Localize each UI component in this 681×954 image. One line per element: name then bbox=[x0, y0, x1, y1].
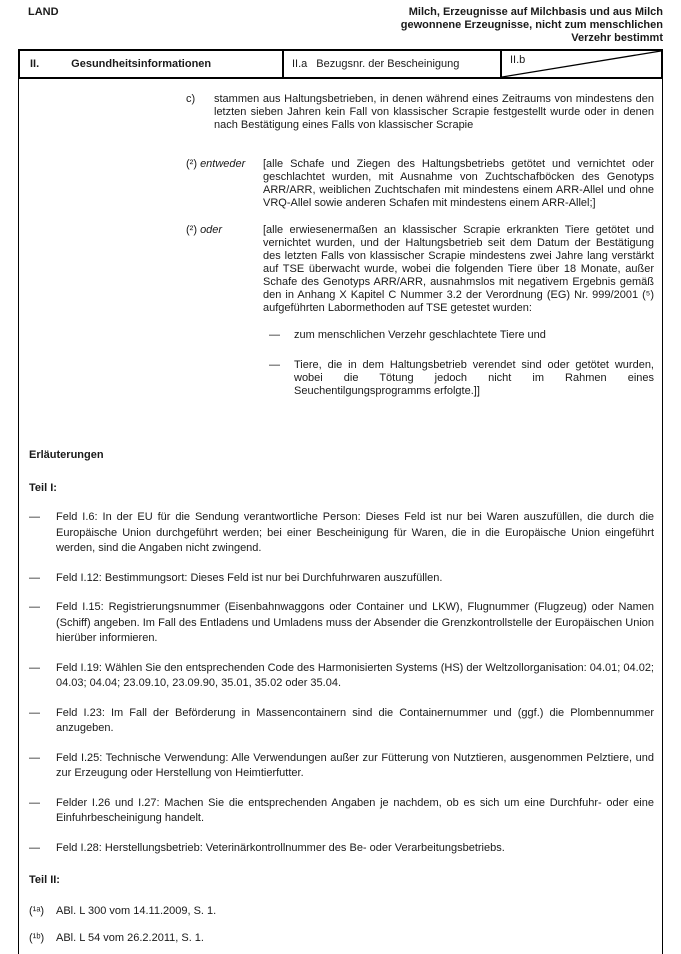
footnote-text: ABl. L 300 vom 14.11.2009, S. 1. bbox=[56, 904, 217, 917]
dash-bullet: — bbox=[29, 841, 40, 854]
health-item-c bbox=[19, 93, 654, 132]
explanation-item bbox=[19, 510, 654, 557]
diagonal-strike-line bbox=[502, 51, 661, 77]
field-iib-cell bbox=[500, 51, 661, 77]
explanation-item bbox=[19, 600, 654, 647]
dash-bullet: — bbox=[29, 661, 40, 674]
clause-subitem bbox=[19, 329, 654, 342]
dash-bullet: — bbox=[29, 751, 40, 764]
dash-bullet: — bbox=[29, 796, 40, 809]
part-ii-code: II. bbox=[30, 57, 40, 70]
explanation-item-text: Feld I.23: Im Fall der Beförderung in Massencontainern sind die Containernummer und (ggf.) die Plombennummer anzugeben. bbox=[56, 706, 654, 734]
footnote-text: ABl. L 54 vom 26.2.2011, S. 1. bbox=[56, 932, 204, 944]
dash-bullet: — bbox=[269, 359, 280, 371]
explanation-item bbox=[19, 796, 654, 827]
field-iia-code: II.a bbox=[292, 57, 308, 70]
clause-oder-label bbox=[186, 224, 263, 315]
explanation-item-text: Feld I.25: Technische Verwendung: Alle Verwendungen außer zur Fütterung von Nutztieren, ausgenommen Pelztiere, und zur Erzeugung oder Herstellung von Heimtierfutter. bbox=[56, 751, 654, 779]
footnote-marker: (¹ᵇ) bbox=[29, 932, 45, 944]
part-i-heading: Teil I: bbox=[29, 481, 57, 494]
document-title-line: Milch, Erzeugnisse auf Milchbasis und aus Milch bbox=[408, 6, 663, 18]
footnote bbox=[19, 931, 654, 947]
clause-entweder-label bbox=[186, 158, 263, 210]
dash-bullet: — bbox=[29, 511, 40, 523]
page-header bbox=[0, 0, 681, 45]
clause-entweder-text: [alle Schafe und Ziegen des Haltungsbetriebs getötet und vernichtet oder geschlachtet wurden, mit Ausnahme von Zuchtschafböcken des Genotyps ARR/ARR, weiblichen Zuchtschafen mit mindestens einem ARR-Allel und ohne VRQ-Allel sowie anderen Schafen mit mindestens einem ARR-Allel;] bbox=[263, 158, 654, 209]
dash-bullet: — bbox=[269, 329, 280, 341]
footnote-marker: (²) bbox=[186, 158, 197, 170]
explanation-item-text: Feld I.28: Herstellungsbetrieb: Veterinärkontrollnummer des Be- oder Verarbeitungsbetriebs. bbox=[56, 841, 505, 854]
clause-subitem-text: Tiere, die in dem Haltungsbetrieb verendet sind oder getötet wurden, wobei die Tötung jedoch nicht im Rahmen eines Seuchentilgungsprogramms erfolgte.]] bbox=[294, 359, 654, 397]
clause-oder-word: oder bbox=[200, 224, 223, 236]
document-title-line: gewonnene Erzeugnisse, nicht zum menschlichen bbox=[400, 19, 663, 31]
explanation-item bbox=[19, 571, 654, 587]
document-title-line: Verzehr bestimmt bbox=[571, 32, 663, 44]
clause-subitem bbox=[19, 359, 654, 398]
clause-entweder-word: entweder bbox=[200, 158, 246, 170]
explanation-item bbox=[19, 706, 654, 737]
footnote-marker: (²) bbox=[186, 224, 197, 236]
document-title bbox=[401, 6, 663, 45]
clause-entweder bbox=[19, 158, 654, 210]
section-header-table bbox=[18, 49, 663, 79]
dash-bullet: — bbox=[29, 601, 40, 613]
explanations-heading: Erläuterungen bbox=[29, 449, 104, 461]
explanation-item bbox=[19, 841, 654, 857]
explanation-item bbox=[19, 661, 654, 692]
part-ii-title: Gesundheitsinformationen bbox=[71, 57, 212, 70]
explanation-item-text: Feld I.19: Wählen Sie den entsprechenden Code des Harmonisierten Systems (HS) der Weltzollorganisation: 04.01; 04.02; 04.03; 04.04; 23.09.10, 23.09.90, 35.01, 35.02 oder 35.04. bbox=[56, 661, 654, 689]
explanation-item-text: Feld I.6: In der EU für die Sendung verantwortliche Person: Dieses Feld ist nur bei Waren auszufüllen, die durch die Europäische Union durchgeführt werden; bei einer Bescheinigung für Waren, die in die Europäische Union eingeführt werden, sind die Angaben nicht zwingend. bbox=[56, 511, 654, 554]
footnote-marker: (¹ᵃ) bbox=[29, 904, 45, 917]
field-iia-label: Bezugsnr. der Bescheinigung bbox=[316, 57, 460, 70]
field-iib-code: II.b bbox=[510, 54, 526, 66]
item-c-label: c) bbox=[186, 93, 196, 105]
clause-oder bbox=[19, 224, 654, 315]
explanation-item-text: Feld I.15: Registrierungsnummer (Eisenbahnwaggons oder Container und LKW), Flugnummer (Flugzeug) oder Namen (Schiff) angeben. Im Fall des Entladens und Umladens muss der Absender die Grenzkontrollstelle der Europäischen Union hierüber informieren. bbox=[56, 601, 654, 644]
country-label: LAND bbox=[28, 6, 59, 18]
part-ii-heading: Teil II: bbox=[29, 874, 60, 886]
item-c-text: stammen aus Haltungsbetrieben, in denen während eines Zeitraums von mindestens den letzten sieben Jahren kein Fall von klassischer Scrapie festgestellt wurde oder in denen nach Bestätigung eines Falls von klassischer Scrapie bbox=[214, 93, 654, 131]
clause-subitem-text: zum menschlichen Verzehr geschlachtete Tiere und bbox=[294, 329, 546, 341]
clause-oder-text: [alle erwiesenermaßen an klassischer Scrapie erkrankten Tiere getötet und vernichtet wurden, und der Haltungsbetrieb seit dem Datum der Bestätigung des letzten Falls von klassischer Scrapie mindestens zwei Jahre lang verstärkt auf TSE überwacht wurde, wobei die folgenden Tiere über 18 Monate, außer Schafe des Genotyps ARR/ARR, ausnahmslos mit negativem Ergebnis gemäß den in Anhang X Kapitel C Nummer 3.2 der Verordnung (EG) Nr. 999/2001 (⁵) aufgeführten Labormethoden auf TSE getestet wurden: bbox=[263, 224, 654, 314]
explanation-item-text: Feld I.12: Bestimmungsort: Dieses Feld ist nur bei Durchfuhrwaren auszufüllen. bbox=[56, 571, 443, 584]
dash-bullet: — bbox=[29, 706, 40, 719]
field-iia-cell bbox=[282, 51, 500, 77]
footnote bbox=[19, 904, 654, 920]
certificate-body bbox=[18, 79, 663, 954]
part-ii-cell bbox=[20, 51, 282, 77]
dash-bullet: — bbox=[29, 571, 40, 584]
explanation-item-text: Felder I.26 und I.27: Machen Sie die entsprechenden Angaben je nachdem, ob es sich um eine Durchfuhr- oder eine Einfuhrbescheinigung handelt. bbox=[56, 796, 654, 824]
explanation-item bbox=[19, 751, 654, 782]
